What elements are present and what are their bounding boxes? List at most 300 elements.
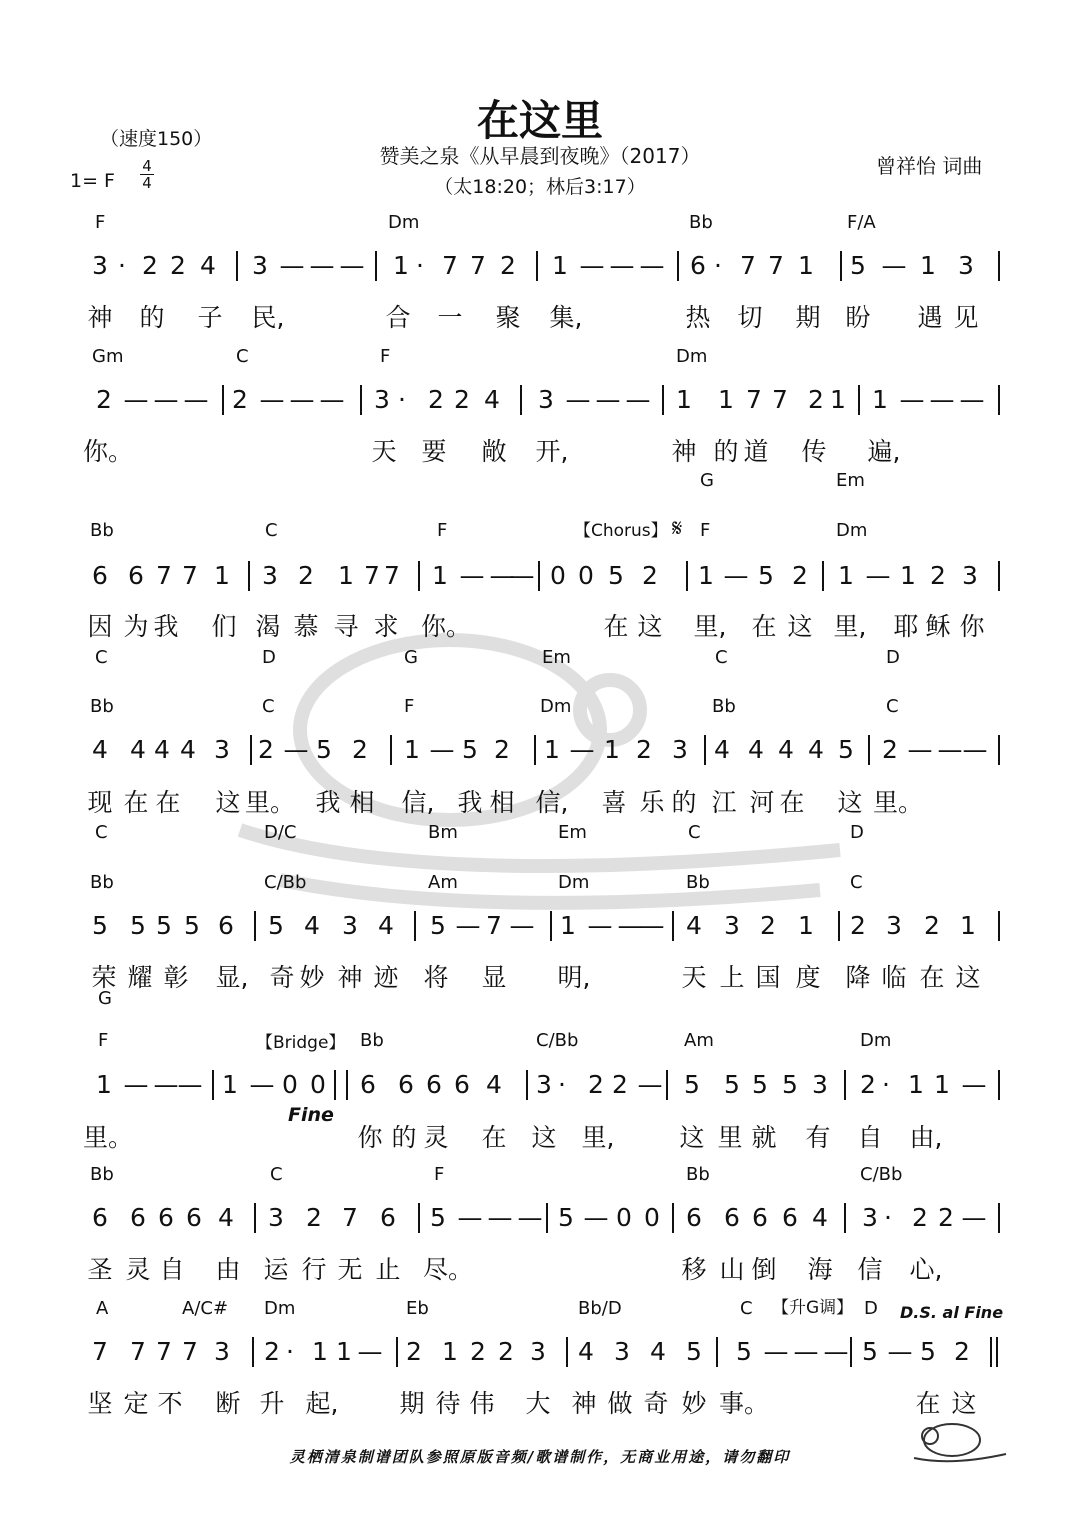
- lyric-word: 我: [153, 612, 179, 641]
- jianpu-note: 3: [262, 561, 278, 590]
- barline: [418, 1203, 420, 1233]
- barline: [254, 911, 256, 941]
- lyric-word: 度: [795, 963, 821, 992]
- jianpu-note: 5: [850, 251, 866, 280]
- jianpu-note: 2: [498, 1337, 514, 1366]
- chord-symbol: C/Bb: [536, 1030, 579, 1051]
- jianpu-note: 1: [920, 251, 936, 280]
- barline: [844, 1070, 846, 1100]
- lyric-word: 断: [215, 1389, 241, 1418]
- dash-note: —: [339, 251, 365, 280]
- lyric-word: 倒: [751, 1255, 777, 1284]
- dash-note: —: [899, 385, 925, 414]
- lyric-word: 灵: [423, 1123, 449, 1152]
- dash-note: —: [587, 911, 613, 940]
- barline: [360, 385, 362, 415]
- barline: [998, 251, 1000, 281]
- jianpu-note: 6: [724, 1203, 740, 1232]
- jianpu-note: 5: [558, 1203, 574, 1232]
- jianpu-note: 6: [752, 1203, 768, 1232]
- chord-symbol: Bb: [90, 520, 114, 541]
- dash-note: —: [487, 1203, 513, 1232]
- jianpu-note: 2: [588, 1070, 604, 1099]
- dash-note: —: [865, 561, 891, 590]
- dot-note: ·: [286, 1337, 294, 1366]
- lyric-word: 显: [481, 963, 507, 992]
- barline: [990, 1337, 992, 1367]
- barline: [375, 251, 377, 281]
- barline: [858, 385, 860, 415]
- jianpu-note: 6: [690, 251, 706, 280]
- barline: [840, 251, 842, 281]
- chord-symbol: Bb/D: [578, 1298, 622, 1319]
- dash-note: —: [459, 561, 485, 590]
- jianpu-note: 3: [92, 251, 108, 280]
- tempo-label: （速度150）: [100, 128, 213, 150]
- jianpu-note: 7: [746, 385, 762, 414]
- chord-symbol: C: [850, 872, 863, 893]
- lyric-word: 妙: [299, 963, 325, 992]
- lyric-word: 伟: [469, 1389, 495, 1418]
- jianpu-note: 3: [862, 1203, 878, 1232]
- barline: [822, 561, 824, 591]
- jianpu-note: 6: [218, 911, 234, 940]
- jianpu-note: 7: [364, 561, 380, 590]
- lyric-word: 灵: [125, 1255, 151, 1284]
- lyric-word: 迹: [373, 963, 399, 992]
- jianpu-note: 2: [428, 385, 444, 414]
- lyric-word: 圣: [87, 1255, 113, 1284]
- dash-note: —: [639, 251, 665, 280]
- lyric-word: 切: [737, 303, 763, 332]
- lyric-word: 临: [881, 963, 907, 992]
- jianpu-note: 1: [336, 1337, 352, 1366]
- jianpu-note: 2: [454, 385, 470, 414]
- jianpu-note: 4: [154, 735, 170, 764]
- lyric-word: 热: [685, 303, 711, 332]
- jianpu-note: 2: [930, 561, 946, 590]
- dash-note: —: [793, 1337, 819, 1366]
- lyric-word: 的: [671, 788, 697, 817]
- jianpu-note: 1: [604, 735, 620, 764]
- dash-note: —: [723, 561, 749, 590]
- barline: [526, 1070, 528, 1100]
- jianpu-note: 2: [494, 735, 510, 764]
- jianpu-note: 2: [352, 735, 368, 764]
- lyric-word: 由: [215, 1255, 241, 1284]
- dot-note: ·: [398, 385, 406, 414]
- lyric-word: 盼: [845, 303, 871, 332]
- jianpu-note: 5: [752, 1070, 768, 1099]
- lyric-word: 见: [953, 303, 979, 332]
- lyric-word: 信: [857, 1255, 883, 1284]
- jianpu-note: 5: [430, 1203, 446, 1232]
- lyric-word: 信,: [535, 788, 569, 817]
- jianpu-note: 7: [772, 385, 788, 414]
- barline: [538, 561, 540, 591]
- jianpu-note: 6: [130, 1203, 146, 1232]
- author-credit: 曾祥怡 词曲: [876, 154, 983, 178]
- jianpu-note: 7: [92, 1337, 108, 1366]
- lyric-word: 行: [301, 1255, 327, 1284]
- jianpu-note: 4: [484, 385, 500, 414]
- jianpu-note: 1: [560, 911, 576, 940]
- chord-symbol: Bb: [689, 212, 713, 233]
- jianpu-note: 0: [616, 1203, 632, 1232]
- barline: [250, 735, 252, 765]
- album-source: 赞美之泉《从早晨到夜晚》（2017）: [379, 144, 701, 168]
- jianpu-note: 4: [180, 735, 196, 764]
- barline: [566, 1337, 568, 1367]
- lyric-word: 渴: [255, 612, 281, 641]
- lyric-word: 这: [955, 963, 981, 992]
- lyric-word: 的: [139, 303, 165, 332]
- jianpu-note: 5: [92, 911, 108, 940]
- dash-note: —: [617, 911, 643, 940]
- lyric-word: 待: [435, 1389, 461, 1418]
- lyric-word: 神: [337, 963, 363, 992]
- lyric-word: 神: [671, 437, 697, 466]
- dash-note: —: [569, 735, 595, 764]
- jianpu-note: 6: [158, 1203, 174, 1232]
- chord-symbol: D/C: [264, 822, 297, 843]
- jianpu-note: 1: [222, 1070, 238, 1099]
- dash-note: —: [177, 1070, 203, 1099]
- lyric-word: 尽。: [422, 1255, 474, 1284]
- lyric-word: 因: [87, 612, 113, 641]
- jianpu-note: 3: [536, 1070, 552, 1099]
- lyric-word: 在: [155, 788, 181, 817]
- barline: [868, 735, 870, 765]
- jianpu-note: 4: [578, 1337, 594, 1366]
- jianpu-note: 5: [736, 1337, 752, 1366]
- jianpu-note: 2: [792, 561, 808, 590]
- dash-note: —: [907, 735, 933, 764]
- chord-symbol: F: [98, 1030, 109, 1051]
- jianpu-note: 5: [920, 1337, 936, 1366]
- dash-note: —: [823, 1337, 849, 1366]
- jianpu-note: 1: [830, 385, 846, 414]
- jianpu-note: 4: [130, 735, 146, 764]
- lyric-word: 这: [679, 1123, 705, 1152]
- chord-symbol: C: [265, 520, 278, 541]
- barline: [716, 1337, 718, 1367]
- dash-note: —: [881, 251, 907, 280]
- lyric-word: 信,: [401, 788, 435, 817]
- jianpu-note: 1: [872, 385, 888, 414]
- jianpu-note: 2: [298, 561, 314, 590]
- jianpu-note: 4: [218, 1203, 234, 1232]
- jianpu-note: 4: [486, 1070, 502, 1099]
- lyric-word: 海: [807, 1255, 833, 1284]
- jianpu-note: 2: [860, 1070, 876, 1099]
- jianpu-note: 2: [96, 385, 112, 414]
- jianpu-note: 3: [672, 735, 688, 764]
- lyric-word: 我: [457, 788, 483, 817]
- dash-note: —: [637, 1070, 663, 1099]
- jianpu-note: 6: [686, 1203, 702, 1232]
- chord-symbol: Eb: [406, 1298, 429, 1319]
- lyric-word: 耶: [893, 612, 919, 641]
- dash-note: —: [309, 251, 335, 280]
- dash-note: —: [583, 1203, 609, 1232]
- credit-footer: 灵栖清泉制谱团队参照原版音频/歌谱制作，无商业用途，请勿翻印: [289, 1448, 791, 1466]
- barline: [390, 735, 392, 765]
- lyric-word: 里,: [581, 1123, 615, 1152]
- key-signature: 1= F: [70, 170, 115, 192]
- scripture-reference: （太18:20；林后3:17）: [434, 176, 646, 198]
- lyric-word: 里。: [82, 1123, 134, 1152]
- jianpu-note: 7: [768, 251, 784, 280]
- dot-note: ·: [884, 1203, 892, 1232]
- jianpu-note: 2: [170, 251, 186, 280]
- lyric-word: 这: [531, 1123, 557, 1152]
- jianpu-note: 1: [393, 251, 409, 280]
- jianpu-note: 5: [184, 911, 200, 940]
- jianpu-note: 1: [96, 1070, 112, 1099]
- barline: [662, 385, 664, 415]
- jianpu-note: 7: [156, 561, 172, 590]
- barline: [212, 1070, 214, 1100]
- dash-note: —: [457, 1203, 483, 1232]
- lyric-word: 彰: [163, 963, 189, 992]
- lyric-word: 在: [751, 612, 777, 641]
- dash-note: —: [283, 735, 309, 764]
- chord-symbol: Bb: [686, 1164, 710, 1185]
- chord-symbol: G: [404, 647, 418, 668]
- lyric-word: 里,: [693, 612, 727, 641]
- lyric-word: 喜: [601, 788, 627, 817]
- lyric-word: 自: [159, 1255, 185, 1284]
- chord-symbol: C: [688, 822, 701, 843]
- jianpu-note: 5: [268, 911, 284, 940]
- lyric-word: 这: [951, 1389, 977, 1418]
- jianpu-note: 5: [862, 1337, 878, 1366]
- jianpu-note: 5: [462, 735, 478, 764]
- dash-note: —: [639, 911, 665, 940]
- jianpu-note: 3: [374, 385, 390, 414]
- lyric-word: 现: [87, 788, 113, 817]
- chord-symbol: Dm: [860, 1030, 892, 1051]
- lyric-word: 就: [751, 1123, 777, 1152]
- jianpu-note: 7: [470, 251, 486, 280]
- lyric-word: 显,: [215, 963, 249, 992]
- jianpu-note: 0: [644, 1203, 660, 1232]
- lyric-word: 你: [357, 1123, 383, 1152]
- dash-note: —: [509, 561, 535, 590]
- jianpu-note: 3: [214, 1337, 230, 1366]
- dash-note: —: [289, 385, 315, 414]
- barline: [520, 385, 522, 415]
- jianpu-note: 7: [182, 1337, 198, 1366]
- barline: [236, 251, 238, 281]
- lyric-word: 升: [259, 1389, 285, 1418]
- dash-note: —: [961, 1070, 987, 1099]
- chord-symbol: F: [95, 212, 106, 233]
- lyric-word: 合: [385, 303, 411, 332]
- lyric-word: 敞: [481, 437, 507, 466]
- jianpu-note: 2: [938, 1203, 954, 1232]
- lyric-word: 在: [915, 1389, 941, 1418]
- lyric-word: 在: [919, 963, 945, 992]
- jianpu-note: 2: [808, 385, 824, 414]
- lyric-word: 这: [637, 612, 663, 641]
- dash-note: —: [937, 735, 963, 764]
- chorus-marker: 【Chorus】: [574, 521, 668, 541]
- lyric-word: 们: [211, 612, 237, 641]
- chord-symbol: Em: [558, 822, 587, 843]
- lyric-word: 止: [375, 1255, 401, 1284]
- jianpu-note: 1: [442, 1337, 458, 1366]
- chord-symbol: C: [236, 346, 249, 367]
- jianpu-note: 6: [782, 1203, 798, 1232]
- jianpu-note: 1: [900, 561, 916, 590]
- jianpu-note: 4: [650, 1337, 666, 1366]
- lyric-word: 有: [805, 1123, 831, 1152]
- dash-note: —: [625, 385, 651, 414]
- lyric-word: 集,: [549, 303, 583, 332]
- jianpu-note: 1: [552, 251, 568, 280]
- chord-symbol: Dm: [540, 696, 572, 717]
- barline: [704, 735, 706, 765]
- jianpu-note: 4: [200, 251, 216, 280]
- chord-symbol: C: [886, 696, 899, 717]
- lyric-word: 你。: [82, 437, 134, 466]
- jianpu-note: 0: [282, 1070, 298, 1099]
- jianpu-note: 4: [686, 911, 702, 940]
- lyric-word: 明,: [557, 963, 591, 992]
- lyric-word: 在: [481, 1123, 507, 1152]
- lyric-word: 做: [607, 1389, 633, 1418]
- jianpu-note: 4: [304, 911, 320, 940]
- lyric-word: 荣: [91, 963, 117, 992]
- lyric-word: 相: [489, 788, 515, 817]
- lyric-word: 奇: [269, 963, 295, 992]
- jianpu-note: 1: [908, 1070, 924, 1099]
- barline: [838, 911, 840, 941]
- lyric-word: 里。: [872, 788, 924, 817]
- lyric-word: 为: [123, 612, 149, 641]
- chord-symbol: Dm: [836, 520, 868, 541]
- jianpu-note: 2: [612, 1070, 628, 1099]
- barline: [686, 561, 688, 591]
- jianpu-note: 3: [268, 1203, 284, 1232]
- jianpu-note: 6: [92, 1203, 108, 1232]
- lyric-word: 遇: [917, 303, 943, 332]
- jianpu-note: 0: [310, 1070, 326, 1099]
- barline: [672, 1203, 674, 1233]
- barline: [222, 385, 224, 415]
- chord-symbol: Am: [684, 1030, 714, 1051]
- jianpu-note: 5: [724, 1070, 740, 1099]
- lyric-word: 遍,: [867, 437, 901, 466]
- lyric-word: 上: [719, 963, 745, 992]
- lyric-word: 天: [371, 437, 397, 466]
- chord-symbol: C: [95, 647, 108, 668]
- dash-note: —: [455, 911, 481, 940]
- chord-symbol: G: [700, 470, 714, 491]
- jianpu-note: 2: [306, 1203, 322, 1232]
- jianpu-note: 3: [214, 735, 230, 764]
- jianpu-note: 7: [486, 911, 502, 940]
- chord-symbol: Bb: [90, 1164, 114, 1185]
- jianpu-note: 6: [186, 1203, 202, 1232]
- sheep-logo-icon: [912, 1414, 1008, 1464]
- barline: [850, 1337, 852, 1367]
- lyric-word: 期: [399, 1389, 425, 1418]
- jianpu-note: 4: [378, 911, 394, 940]
- dash-note: —: [509, 911, 535, 940]
- jianpu-note: 3: [614, 1337, 630, 1366]
- lyric-word: 国: [755, 963, 781, 992]
- barline: [536, 251, 538, 281]
- lyric-word: 事。: [718, 1389, 770, 1418]
- lyric-word: 在: [779, 788, 805, 817]
- lyric-word: 道: [743, 437, 769, 466]
- lyric-word: 慕: [293, 612, 319, 641]
- lyric-word: 要: [421, 437, 447, 466]
- chord-symbol: D: [262, 647, 276, 668]
- lyric-word: 稣: [925, 612, 951, 641]
- chord-symbol: Em: [836, 470, 865, 491]
- chord-symbol: A: [96, 1298, 109, 1319]
- dash-note: —: [887, 1337, 913, 1366]
- jianpu-note: 1: [718, 385, 734, 414]
- chord-symbol: C: [270, 1164, 283, 1185]
- jianpu-note: 7: [342, 1203, 358, 1232]
- dash-note: —: [565, 385, 591, 414]
- lyric-word: 里: [717, 1123, 743, 1152]
- dash-note: —: [123, 1070, 149, 1099]
- barline: [346, 1070, 348, 1100]
- barline: [998, 561, 1000, 591]
- chord-symbol: Bm: [428, 822, 458, 843]
- barline: [672, 911, 674, 941]
- lyric-word: 寻: [333, 612, 359, 641]
- barline: [418, 561, 420, 591]
- jianpu-note: 2: [406, 1337, 422, 1366]
- jianpu-note: 2: [264, 1337, 280, 1366]
- jianpu-note: 6: [128, 561, 144, 590]
- barline: [998, 385, 1000, 415]
- lyric-word: 心,: [909, 1255, 943, 1284]
- dash-note: —: [319, 385, 345, 414]
- chord-symbol: F: [437, 520, 448, 541]
- chord-symbol: C: [95, 822, 108, 843]
- jianpu-note: 3: [342, 911, 358, 940]
- jianpu-note: 5: [686, 1337, 702, 1366]
- dash-note: —: [489, 561, 515, 590]
- jianpu-note: 5: [684, 1070, 700, 1099]
- barline: [534, 735, 536, 765]
- lyric-word: 传: [801, 437, 827, 466]
- jianpu-note: 6: [360, 1070, 376, 1099]
- chord-symbol: Dm: [388, 212, 420, 233]
- lyric-word: 由,: [909, 1123, 943, 1152]
- lyric-word: 奇: [643, 1389, 669, 1418]
- lyric-word: 大: [525, 1389, 551, 1418]
- dash-note: —: [517, 1203, 543, 1232]
- jianpu-note: 1: [214, 561, 230, 590]
- jianpu-note: 5: [430, 911, 446, 940]
- barline: [998, 735, 1000, 765]
- lyric-word: 将: [423, 963, 449, 992]
- jianpu-note: 5: [758, 561, 774, 590]
- lyric-word: 乐: [639, 788, 665, 817]
- chord-symbol: C: [715, 647, 728, 668]
- chord-symbol: Bb: [360, 1030, 384, 1051]
- jianpu-note: 7: [740, 251, 756, 280]
